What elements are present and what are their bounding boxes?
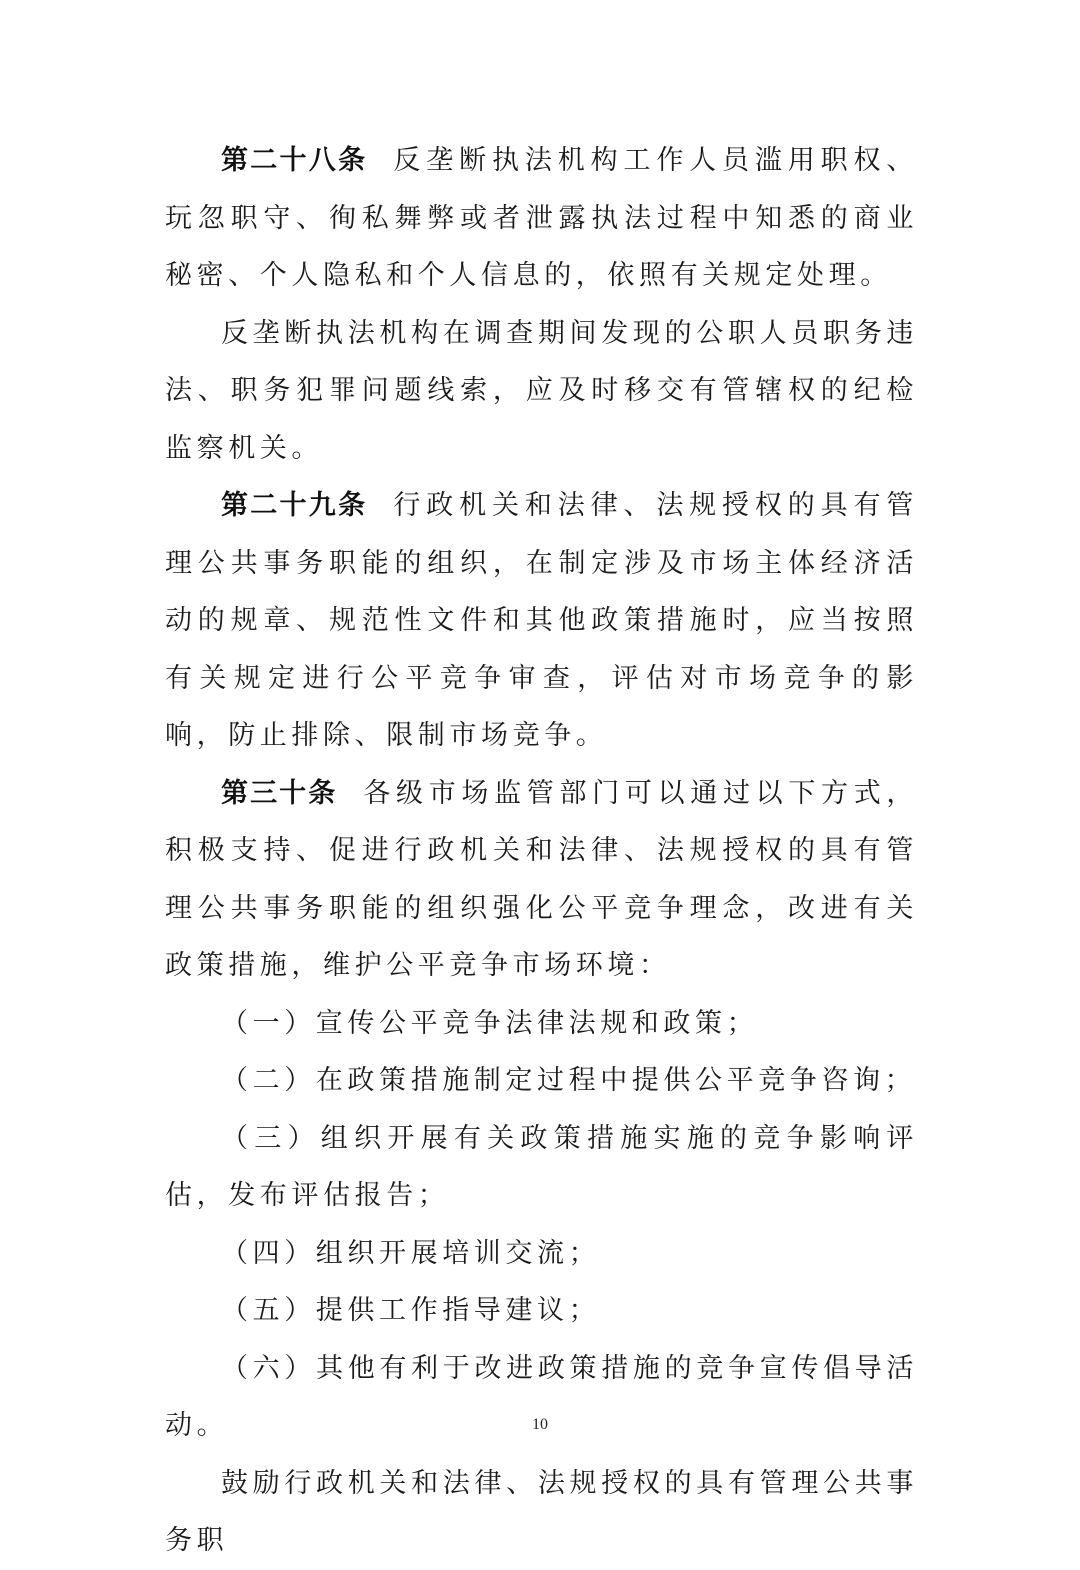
article-28-paragraph [165,132,918,305]
article-30-number: 第三十条 [221,777,338,809]
article-28-text: 反垄断执法机构工作人员滥用职权、玩忽职守、徇私舞弊或者泄露执法过程中知悉的商业秘密、个人隐私和个人信息的，依照有关规定处理。 [165,145,919,291]
article-29-number: 第二十九条 [221,490,368,521]
article-30-closing-paragraph: 鼓励行政机关和法律、法规授权的具有管理公共事务职 [165,1467,918,1556]
article-30-item-6: （六）其他有利于改进政策措施的竞争宣传倡导活动。 [165,1352,918,1441]
article-30-item-3: （三）组织开展有关政策措施实施的竞争影响评估，发布评估报告； [165,1122,918,1211]
article-29-text: 行政机关和法律、法规授权的具有管理公共事务职能的组织，在制定涉及市场主体经济活动的规章、规范性文件和其他政策措施时，应当按照有关规定进行公平竞争审查，评估对市场竞争的影响，防止排除、限制市场竞争。 [165,490,919,751]
article-28-number: 第二十八条 [221,145,368,176]
article-30-item-4: （四）组织开展培训交流； [221,1237,601,1269]
article-30-paragraph [165,765,918,995]
page-number: 10 [532,1416,548,1433]
article-28-paragraph-2: 反垄断执法机构在调查期间发现的公职人员职务违法、职务犯罪问题线索，应及时移交有管辖权的纪检监察机关。 [165,317,918,464]
article-30-item-2: （二）在政策措施制定过程中提供公平竞争咨询； [221,1065,917,1096]
document-body [165,132,918,1570]
article-30-item-1: （一）宣传公平竞争法律法规和政策； [221,1007,759,1039]
article-30-text: 各级市场监管部门可以通过以下方式，积极支持、促进行政机关和法律、法规授权的具有管理公共事务职能的组织强化公平竞争理念，改进有关政策措施，维护公平竞争市场环境： [165,777,918,981]
article-30-item-5: （五）提供工作指导建议； [221,1295,601,1326]
article-29-paragraph [165,477,918,765]
